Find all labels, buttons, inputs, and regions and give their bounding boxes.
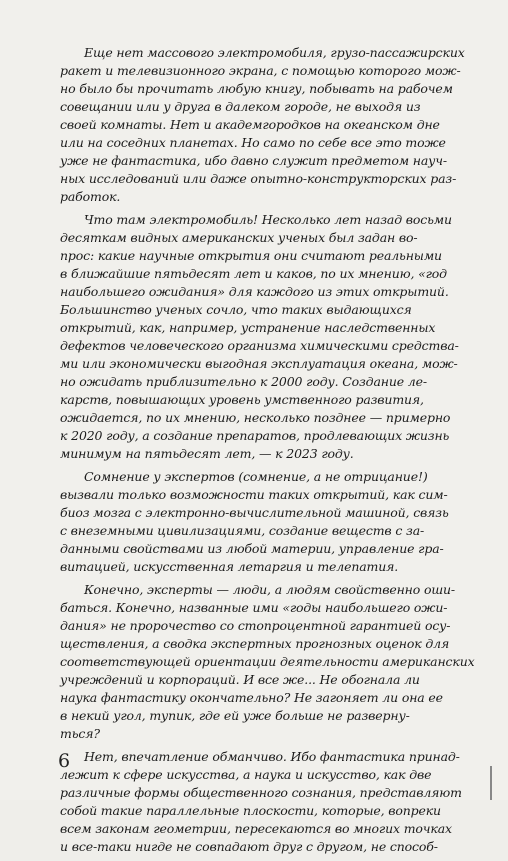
text-line: ожидается, по их мнению, несколько позднее — примерно <box>60 410 451 425</box>
text-line: в ближайшие пятьдесят лет и каков, по их мнению, «год <box>60 266 447 281</box>
text-line: различные формы общественного сознания, представляют <box>60 785 462 800</box>
paragraph-5 <box>60 748 465 856</box>
text-line: или на соседних планетах. Но само по себе все это тоже <box>60 135 446 150</box>
text-line: десяткам видных американских ученых был задан во- <box>60 230 418 245</box>
text-line: Нет, впечатление обманчиво. Ибо фантастика принад- <box>84 749 460 764</box>
text-line: с внеземными цивилизациями, создание веществ с за- <box>60 523 425 538</box>
text-line: ми или экономически выгодная эксплуатация океана, мож- <box>60 356 458 371</box>
text-line: витацией, искусственная летаргия и телепатия. <box>60 559 399 574</box>
paragraph-3 <box>60 468 465 576</box>
text-line: ться? <box>60 726 100 741</box>
text-line: Большинство ученых сочло, что таких выдающихся <box>60 302 412 317</box>
text-line: вызвали только возможности таких открытий, как сим- <box>60 487 448 502</box>
text-line: данными свойствами из любой материи, управление гра- <box>60 541 444 556</box>
paragraph-4 <box>60 581 475 743</box>
text-line: ракет и телевизионного экрана, с помощью которого мож- <box>60 63 461 78</box>
text-line: Сомнение у экспертов (сомнение, а не отрицание!) <box>84 469 428 484</box>
text-line: уже не фантастика, ибо давно служит предметом науч- <box>60 153 447 168</box>
text-line: и все-таки нигде не совпадают друг с другом, не способ- <box>60 839 438 854</box>
text-line: своей комнаты. Нет и академгородков на океанском дне <box>60 117 440 132</box>
text-line: в некий угол, тупик, где ей уже больше не разверну- <box>60 708 410 723</box>
page-number: 6 <box>58 750 71 772</box>
paragraph-2 <box>60 211 465 463</box>
binding-edge-mark <box>490 766 492 800</box>
text-line: Еще нет массового электромобиля, грузо-пассажирских <box>84 45 465 60</box>
text-line: собой такие параллельные плоскости, которые, вопреки <box>60 803 441 818</box>
text-line: прос: какие научные открытия они считают реальными <box>60 248 442 263</box>
text-line: к 2020 году, а создание препаратов, продлевающих жизнь <box>60 428 450 443</box>
text-line: открытий, как, например, устранение наследственных <box>60 320 436 335</box>
text-line: биоз мозга с электронно-вычислительной машиной, связь <box>60 505 449 520</box>
text-line: учреждений и корпораций. И все же... Не обогнала ли <box>60 672 420 687</box>
text-line: лежит к сфере искусства, а наука и искусство, как две <box>60 767 432 782</box>
text-line: совещании или у друга в далеком городе, не выходя из <box>60 99 421 114</box>
text-line: работок. <box>60 189 121 204</box>
body-text <box>60 44 475 861</box>
text-line: дефектов человеческого организма химическими средства- <box>60 338 459 353</box>
text-line: ных исследований или даже опытно-конструкторских раз- <box>60 171 457 186</box>
text-line: наибольшего ожидания» для каждого из этих открытий. <box>60 284 449 299</box>
text-line: баться. Конечно, названные ими «годы наибольшего ожи- <box>60 600 448 615</box>
text-line: минимум на пятьдесят лет, — к 2023 году. <box>60 446 354 461</box>
text-line: ществления, а сводка экспертных прогнозных оценок для <box>60 636 450 651</box>
text-line: Конечно, эксперты — люди, а людям свойственно оши- <box>84 582 456 597</box>
text-line: но было бы прочитать любую книгу, побывать на рабочем <box>60 81 453 96</box>
text-line: наука фантастику окончательно? Не загоняет ли она ее <box>60 690 443 705</box>
text-line: карств, повышающих уровень умственного развития, <box>60 392 424 407</box>
text-line: дания» не пророчество со стопроцентной гарантией осу- <box>60 618 451 633</box>
text-line: но ожидать приблизительно к 2000 году. Создание ле- <box>60 374 427 389</box>
paragraph-1 <box>60 44 465 206</box>
text-line: всем законам геометрии, пересекаются во многих точках <box>60 821 452 836</box>
text-line: соответствующей ориентации деятельности американских <box>60 654 475 669</box>
text-line: Что там электромобиль! Несколько лет назад восьми <box>84 212 452 227</box>
